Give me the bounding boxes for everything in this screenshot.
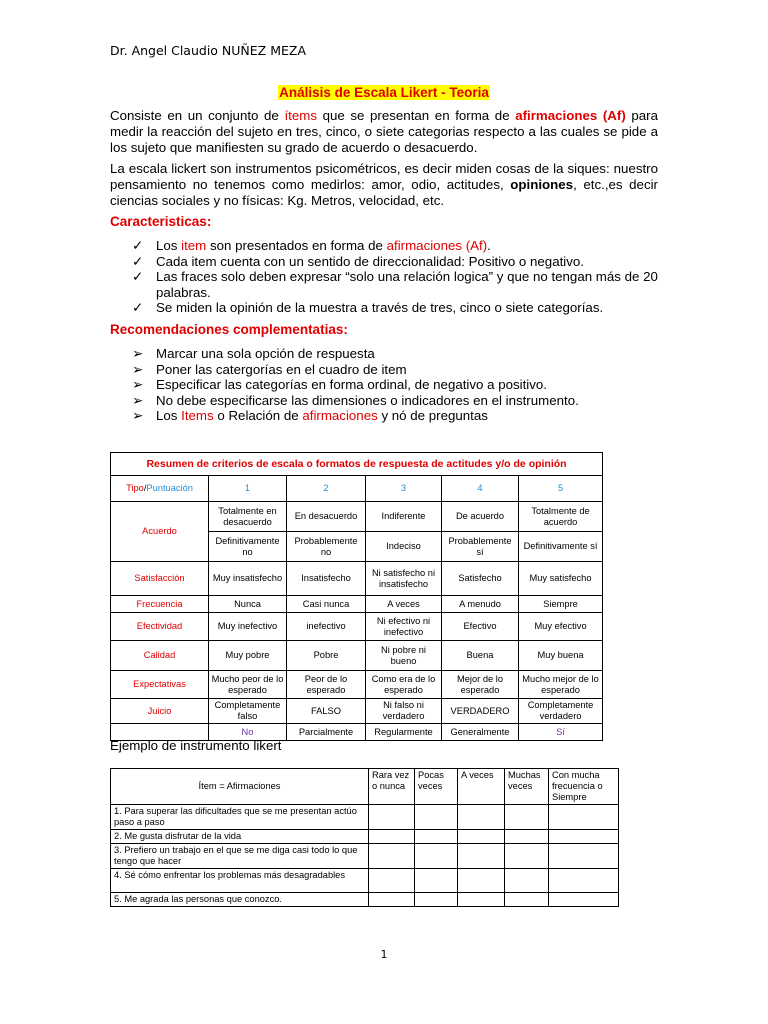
list-item: ➢ Marcar una sola opción de respuesta: [132, 346, 375, 361]
table-row: [111, 805, 619, 830]
table-cell: Ni falso ni verdadero: [366, 699, 442, 724]
table-cell: Completamente falso: [209, 699, 287, 724]
table-cell: En desacuerdo: [287, 502, 366, 532]
table-cell: Siempre: [519, 596, 603, 613]
table-cell: Definitivamente no: [209, 532, 287, 562]
response-cell[interactable]: [505, 893, 549, 907]
table-cell: Completamente verdadero: [519, 699, 603, 724]
response-cell[interactable]: [458, 893, 505, 907]
table-cell: Efectivo: [442, 613, 519, 641]
category-cell: Acuerdo: [111, 502, 209, 562]
arrow-icon: ➢: [132, 392, 144, 408]
table-cell: Peor de lo esperado: [287, 671, 366, 699]
table-cell: Probablemente no: [287, 532, 366, 562]
response-cell[interactable]: [458, 805, 505, 830]
table-cell: Casi nunca: [287, 596, 366, 613]
table-cell: Definitivamente sí: [519, 532, 603, 562]
table-cell: VERDADERO: [442, 699, 519, 724]
intro-paragraph-2: La escala lickert son instrumentos psicométricos, es decir miden cosas de la siques: nuestro pensamiento no tenemos como medirlos: amor, odio, actitudes, opiniones, etc.,es decir ciencias sociales y no físicas: Kg. Metros, velocidad, etc.: [110, 161, 658, 208]
check-icon: ✓: [132, 238, 144, 253]
table-row: [111, 596, 603, 613]
document-title: Análisis de Escala Likert - Teoria: [279, 85, 489, 100]
score-header: 4: [442, 476, 519, 502]
list-item: ➢ Poner las catergorías en el cuadro de item: [132, 361, 407, 377]
table-cell: No: [209, 724, 287, 741]
check-icon: ✓: [132, 253, 144, 269]
table-row: [111, 869, 619, 893]
list-item: ➢ No debe especificarse las dimensiones o indicadores en el instrumento.: [132, 392, 579, 408]
criteria-table: [110, 452, 603, 741]
score-header: 5: [519, 476, 603, 502]
response-cell[interactable]: [505, 869, 549, 893]
category-cell: Calidad: [111, 641, 209, 671]
page-number: 1: [380, 948, 388, 961]
table-cell: Muy efectivo: [519, 613, 603, 641]
table-row: [111, 641, 603, 671]
table-cell: Sí: [519, 724, 603, 741]
list-item: ✓ Los item son presentados en forma de afirmaciones (Af).: [132, 238, 491, 253]
table-cell: Ni pobre ni bueno: [366, 641, 442, 671]
category-cell: Satisfacción: [111, 562, 209, 596]
table-title-row: [111, 453, 603, 476]
table-cell: Buena: [442, 641, 519, 671]
arrow-icon: ➢: [132, 346, 144, 361]
table-row: [111, 613, 603, 641]
table-cell: Satisfecho: [442, 562, 519, 596]
table-cell: Muy buena: [519, 641, 603, 671]
table-cell: Muy pobre: [209, 641, 287, 671]
table-cell: Regularmente: [366, 724, 442, 741]
table-cell: Nunca: [209, 596, 287, 613]
table-row: [111, 699, 603, 724]
table-cell: Pobre: [287, 641, 366, 671]
response-cell[interactable]: [415, 830, 458, 844]
table-cell: Indeciso: [366, 532, 442, 562]
item-text: 5. Me agrada las personas que conozco.: [111, 893, 369, 907]
response-cell[interactable]: [415, 893, 458, 907]
table-cell: FALSO: [287, 699, 366, 724]
response-cell[interactable]: [369, 805, 415, 830]
recomendaciones-list: [110, 346, 665, 424]
recomendaciones-heading: Recomendaciones complementatias:: [110, 322, 348, 337]
arrow-icon: ➢: [132, 377, 144, 392]
response-cell[interactable]: [549, 830, 619, 844]
item-text: 2. Me gusta disfrutar de la vida: [111, 830, 369, 844]
table-cell: A menudo: [442, 596, 519, 613]
table-row: [111, 844, 619, 869]
table-cell: Como era de lo esperado: [366, 671, 442, 699]
caracteristicas-heading: Caracteristicas:: [110, 214, 212, 229]
table-cell: Mejor de lo esperado: [442, 671, 519, 699]
table-header-row: [111, 769, 619, 805]
table-cell: Mucho peor de lo esperado: [209, 671, 287, 699]
table-cell: inefectivo: [287, 613, 366, 641]
response-cell[interactable]: [505, 830, 549, 844]
response-cell[interactable]: [549, 869, 619, 893]
response-cell[interactable]: [505, 844, 549, 869]
response-cell[interactable]: [458, 869, 505, 893]
list-item: ✓ Las fraces solo deben expresar “solo una relación logica” y que no tengan más de 20 palabras.: [132, 269, 658, 300]
table-cell: Parcialmente: [287, 724, 366, 741]
table-cell: De acuerdo: [442, 502, 519, 532]
option-header: Con mucha frecuencia o Siempre: [549, 769, 619, 805]
criteria-table-title: Resumen de criterios de escala o formatos de respuesta de actitudes y/o de opinión: [111, 453, 603, 476]
category-cell: Frecuencia: [111, 596, 209, 613]
score-header: 2: [287, 476, 366, 502]
table-row: [111, 502, 603, 532]
table-row: [111, 562, 603, 596]
arrow-icon: ➢: [132, 361, 144, 377]
table-cell: Mucho mejor de lo esperado: [519, 671, 603, 699]
option-header: Rara vez o nunca: [369, 769, 415, 805]
score-header: 3: [366, 476, 442, 502]
item-text: 3. Prefiero un trabajo en el que se me diga casi todo lo que tengo que hacer: [111, 844, 369, 869]
list-item: ➢ Especificar las categorías en forma ordinal, de negativo a positivo.: [132, 377, 547, 392]
author-header: Dr. Angel Claudio NUÑEZ MEZA: [110, 43, 307, 58]
table-row: [111, 830, 619, 844]
check-icon: ✓: [132, 269, 144, 284]
table-row: [111, 671, 603, 699]
table-cell: Muy insatisfecho: [209, 562, 287, 596]
list-item: ➢ Los Items o Relación de afirmaciones y nó de preguntas: [132, 408, 488, 423]
category-cell: Expectativas: [111, 671, 209, 699]
response-cell[interactable]: [458, 830, 505, 844]
list-item: ✓ Cada item cuenta con un sentido de direccionalidad: Positivo o negativo.: [132, 253, 584, 269]
category-cell: Juicio: [111, 699, 209, 724]
table-row: [111, 893, 619, 907]
option-header: A veces: [458, 769, 505, 805]
response-cell[interactable]: [549, 805, 619, 830]
intro-paragraph-1: Consiste en un conjunto de ítems que se presentan en forma de afirmaciones (Af) para medir la reacción del sujeto en tres, cinco, o siete categorias respecto a las cuales se pide a los sujeto que manifiesten su grado de acuerdo o desacuerdo.: [110, 108, 658, 155]
response-cell[interactable]: [415, 844, 458, 869]
items-header: Ítem = Afirmaciones: [111, 769, 369, 805]
response-cell[interactable]: [415, 869, 458, 893]
response-cell[interactable]: [369, 844, 415, 869]
table-cell: Generalmente: [442, 724, 519, 741]
tipo-puntuacion-header: Tipo/Puntuación: [111, 476, 209, 502]
item-text: 1. Para superar las dificultades que se me presentan actúo paso a paso: [111, 805, 369, 830]
table-cell: Indiferente: [366, 502, 442, 532]
response-cell[interactable]: [369, 869, 415, 893]
check-icon: ✓: [132, 300, 144, 315]
response-cell[interactable]: [458, 844, 505, 869]
response-cell[interactable]: [369, 830, 415, 844]
arrow-icon: ➢: [132, 408, 144, 423]
response-cell[interactable]: [369, 893, 415, 907]
response-cell[interactable]: [549, 893, 619, 907]
option-header: Muchas veces: [505, 769, 549, 805]
table-cell: A veces: [366, 596, 442, 613]
response-cell[interactable]: [415, 805, 458, 830]
table-cell: Muy inefectivo: [209, 613, 287, 641]
option-header: Pocas veces: [415, 769, 458, 805]
instrument-table: [110, 768, 619, 907]
table-cell: Ni efectivo ni inefectivo: [366, 613, 442, 641]
response-cell[interactable]: [549, 844, 619, 869]
table-header-row: [111, 476, 603, 502]
response-cell[interactable]: [505, 805, 549, 830]
table-cell: Probablemente sí: [442, 532, 519, 562]
table-cell: Muy satisfecho: [519, 562, 603, 596]
category-cell: Efectividad: [111, 613, 209, 641]
table-cell: Totalmente de acuerdo: [519, 502, 603, 532]
example-label: Ejemplo de instrumento likert: [110, 738, 282, 753]
list-item: ✓ Se miden la opinión de la muestra a través de tres, cinco o siete categorías.: [132, 300, 604, 315]
caracteristicas-list: [110, 238, 665, 316]
score-header: 1: [209, 476, 287, 502]
table-cell: Insatisfecho: [287, 562, 366, 596]
item-text: 4. Sé cómo enfrentar los problemas más desagradables: [111, 869, 369, 893]
table-cell: Totalmente en desacuerdo: [209, 502, 287, 532]
table-cell: Ni satisfecho ni insatisfecho: [366, 562, 442, 596]
